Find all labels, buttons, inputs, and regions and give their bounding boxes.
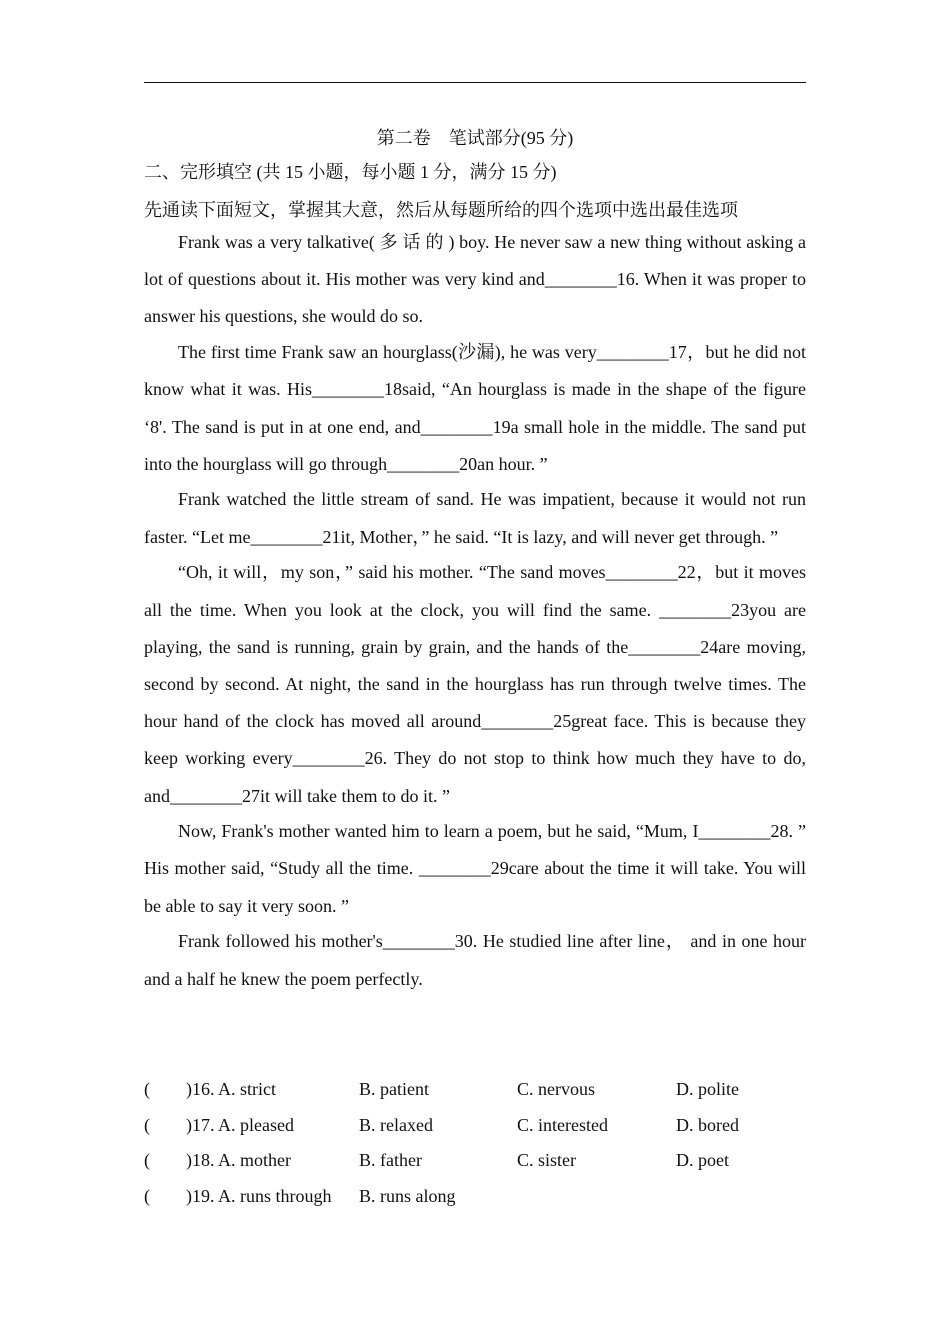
option-d: D. poet	[676, 1150, 729, 1170]
question-row	[144, 1108, 806, 1144]
question-row	[144, 1143, 806, 1179]
option-b: B. relaxed	[359, 1114, 433, 1135]
option-b: B. father	[359, 1150, 422, 1170]
paragraph: “Oh, it will，my son，” said his mother. “The sand moves________22，but it moves all the time. When you look at the clock, you will find the same. ________23you are playing, the sand is running, grain by grain, and the hands of the________24are moving, second by second. At night, the sand in the hourglass has run through twelve times. The hour hand of the clock has moved all around________25great face. This is because they keep working every________26. They do not stop to think how much they have to do, and________27it will take them to do it. ”	[144, 562, 806, 806]
paragraph: Frank followed his mother's________30. He studied line after line， and in one hour and a half he knew the poem perfectly.	[144, 931, 806, 989]
answer-options	[144, 1072, 806, 1214]
option-a: ( )17. A. pleased	[144, 1114, 294, 1135]
question-row	[144, 1072, 806, 1108]
option-c: C. interested	[517, 1114, 608, 1135]
instruction-text: 先通读下面短文，掌握其大意，然后从每题所给的四个选项中选出最佳选项	[144, 200, 738, 220]
option-d: D. bored	[676, 1114, 739, 1135]
option-c: C. sister	[517, 1150, 577, 1170]
paragraph: Now, Frank's mother wanted him to learn a poem, but he said, “Mum, I________28. ” His mother said, “Study all the time. ________29care about the time it will take. You will be able to say it very soon. ”	[144, 821, 806, 916]
question-row	[144, 1179, 806, 1215]
option-c: C. nervous	[517, 1079, 595, 1099]
option-a: ( )16. A. strict	[144, 1079, 276, 1099]
option-a: ( )19. A. runs through	[144, 1185, 332, 1206]
paragraph: The first time Frank saw an hourglass(沙漏), he was very________17，but he did not know what it was. His________18said, “An hourglass is made in the shape of the figure ‘8'. The sand is put in at one end, and________19a small hole in the middle. The sand put into the hourglass will go through________20an hour. ”	[144, 342, 806, 474]
cloze-passage	[144, 224, 806, 996]
option-b: B. patient	[359, 1079, 429, 1099]
option-d: D. polite	[676, 1079, 739, 1099]
section-heading: 二、完形填空 (共 15 小题，每小题 1 分，满分 15 分)	[144, 162, 557, 182]
paper-title: 第二卷 笔试部分(95 分)	[376, 128, 574, 148]
paragraph: Frank watched the little stream of sand. He was impatient, because it would not run faster. “Let me________21it, Mother，” he said. “It is lazy, and will never get through. ”	[144, 489, 806, 547]
option-a: ( )18. A. mother	[144, 1150, 291, 1170]
paragraph: Frank was a very talkative( 多 话 的 ) boy. He never saw a new thing without asking a lot of questions about it. His mother was very kind and________16. When it was proper to answer his questions, she would do so.	[144, 232, 806, 327]
option-b: B. runs along	[359, 1185, 456, 1206]
header-rule	[144, 82, 806, 83]
